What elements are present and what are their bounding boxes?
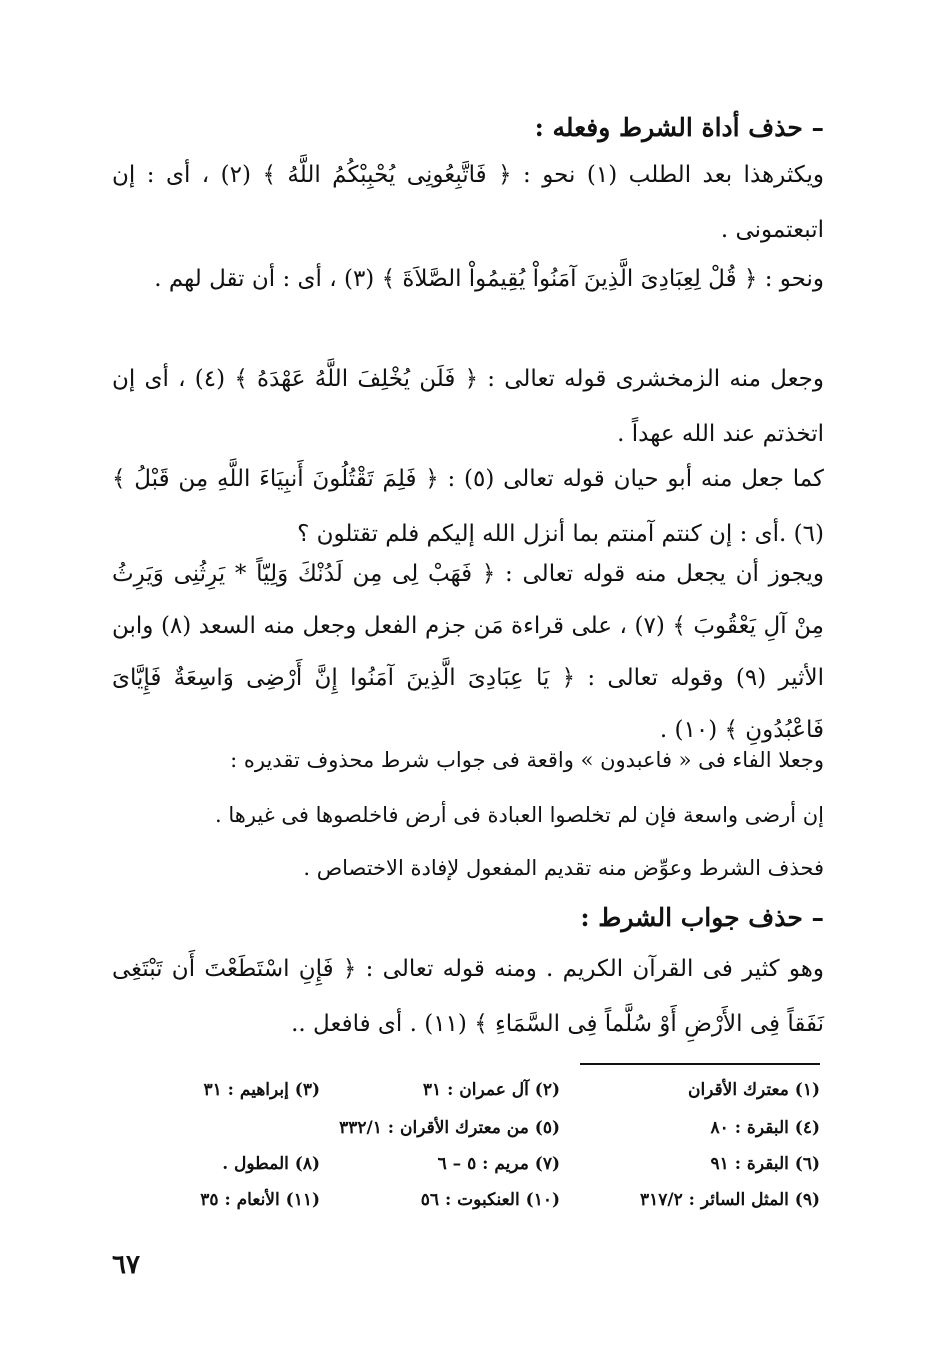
section-heading-omit-condition: – حذف أداة الشرط وفعله : (534, 113, 824, 142)
paragraph-zamakhshari: وجعل منه الزمخشرى قوله تعالى : ﴿ فَلَن يُخْلِفَ اللَّهُ عَهْدَهُ ﴾ (٤) ، أى إن اتخذتم عند الله عهداً . (112, 366, 824, 447)
paragraph-abu-hayyan: كما جعل منه أبو حيان قوله تعالى (٥) : ﴿ فَلِمَ تَقْتُلُونَ أَنبِيَاءَ اللَّهِ مِن قَبْلُ ﴾ (٦) .أى : إن كنتم آمنتم بما أنزل الله إليكم فلم تقتلون ؟ (112, 466, 824, 547)
footnote-3: (٣) إبراهيم : ٣١ (203, 1080, 320, 1100)
footnote-2: (٢) آل عمران : ٣١ (422, 1080, 560, 1100)
paragraph-may-be-made: ويجوز أن يجعل منه قوله تعالى : ﴿ فَهَبْ لِى مِن لَدُنْكَ وَلِيّاً * يَرِثُنِى وَيَرِثُ مِنْ آلِ يَعْقُوبَ ﴾ (٧) ، على قراءة مَن جزم الفعل وجعل منه السعد (٨) وابن الأثير (٩) وقوله تعالى : ﴿ يَا عِبَادِىَ الَّذِينَ آمَنُوا إِنَّ أَرْضِى وَاسِعَةٌ فَإِيَّاىَ فَاعْبُدُونِ ﴾ (١٠) . (112, 561, 825, 743)
footnote-row (130, 1190, 820, 1220)
footnote-8: (٨) المطول . (222, 1154, 320, 1174)
footnote-separator (580, 1063, 820, 1065)
section-heading-omit-answer: – حذف جواب الشرط : (580, 903, 824, 932)
paragraph-my-earth-wide: إن أرضى واسعة فإن لم تخلصوا العبادة فى أرض فاخلصوها فى غيرها . (215, 803, 824, 827)
footnote-7: (٧) مريم : ٥ – ٦ (437, 1154, 560, 1174)
page-number: ٦٧ (112, 1250, 140, 1280)
paragraph-fa-in-answer: وجعلا الفاء فى « فاعبدون » واقعة فى جواب شرط محذوف تقديره : (230, 748, 824, 772)
paragraph-condition-omitted: فحذف الشرط وعوِّض منه تقديم المفعول لإفادة الاختصاص . (303, 856, 824, 880)
footnote-11: (١١) الأنعام : ٣٥ (200, 1190, 320, 1210)
footnote-row (130, 1080, 820, 1110)
footnote-4: (٤) البقرة : ٨٠ (710, 1118, 820, 1138)
footnote-10: (١٠) العنكبوت : ٥٦ (420, 1190, 560, 1210)
paragraph-frequent-in-quran: وهو كثير فى القرآن الكريم . ومنه قوله تعالى : ﴿ فَإِنِ اسْتَطَعْتَ أَن تَبْتَغِى نَفَقاً فِى الأَرْضِ أَوْ سُلَّماً فِى السَّمَاءِ ﴾ (١١) . أى فافعل .. (112, 956, 824, 1037)
footnote-row (130, 1118, 820, 1148)
paragraph-say-to-my-servants: ونحو : ﴿ قُلْ لِعِبَادِىَ الَّذِينَ آمَنُواْ يُقِيمُواْ الصَّلاَةَ ﴾ (٣) ، أى : أن تقل لهم . (154, 266, 824, 292)
footnote-row (130, 1154, 820, 1184)
paragraph-after-request: ويكثرهذا بعد الطلب (١) نحو : ﴿ فَاتَّبِعُونِى يُحْبِبْكُمُ اللَّهُ ﴾ (٢) ، أى : إن اتبعتمونى . (112, 162, 824, 243)
footnote-6: (٦) البقرة : ٩١ (710, 1154, 820, 1174)
footnote-1: (١) معترك الأقران (687, 1080, 820, 1100)
footnote-5: (٥) من معترك الأقران : ٣٣٢/١ (339, 1118, 560, 1138)
footnote-9: (٩) المثل السائر : ٣١٧/٢ (639, 1190, 820, 1210)
